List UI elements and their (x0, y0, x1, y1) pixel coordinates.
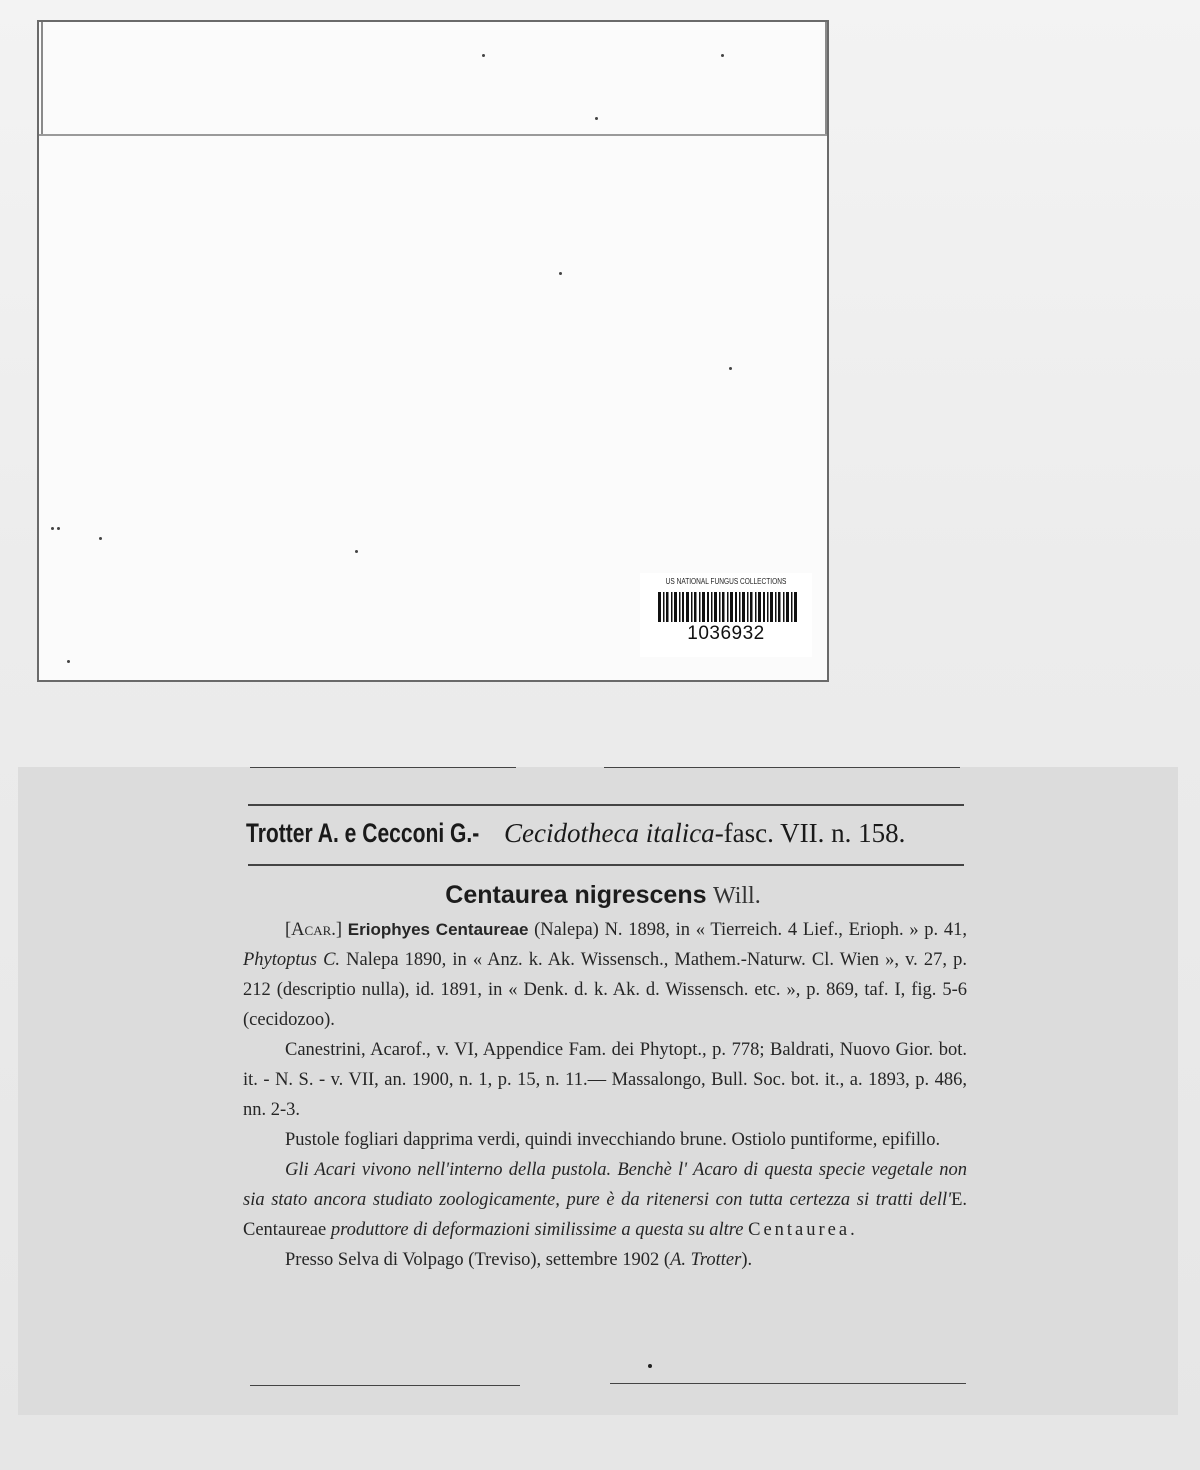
collector: A. Trotter (670, 1250, 742, 1270)
notes-text: produttore di deformazioni similissime a questa su altre (330, 1220, 744, 1240)
paragraph-reference (243, 915, 967, 1035)
speck (721, 54, 724, 57)
paragraph-notes (243, 1155, 967, 1245)
fascicle-number: -fasc. VII. n. 158. (714, 818, 906, 848)
series-title: Cecidotheca italica (504, 818, 715, 848)
paragraph-literature: Canestrini, Acarof., v. VI, Appendice Fam. dei Phytopt., p. 778; Baldrati, Nuovo Gior. bot. it. - N. S. - v. VII, an. 1900, n. 1, p. 15, n. 11.— Massalongo, Bull. Soc. bot. it., a. 1893, p. 486, nn. 2-3. (243, 1040, 967, 1120)
bottom-rule-left (250, 1385, 520, 1386)
speck (648, 1364, 652, 1368)
specimen-packet (37, 20, 829, 682)
packet-flap-edge (825, 22, 827, 134)
heading-rule-bottom (248, 864, 964, 866)
locality-close: ). (741, 1250, 753, 1270)
speck (559, 272, 562, 275)
synonym: Phytoptus C. (243, 950, 341, 970)
speck (595, 117, 598, 120)
printed-label (18, 767, 1178, 1415)
top-rule-left (250, 767, 516, 768)
host-genus: Centaurea. (748, 1220, 858, 1240)
label-body (243, 915, 967, 1275)
barcode-label (640, 573, 812, 657)
gall-organism: E. Centaureae (243, 1190, 967, 1240)
catalog-number: 1036932 (687, 623, 765, 644)
heading-rule-top (248, 804, 964, 806)
paragraph-locality (243, 1245, 967, 1275)
top-rule-right (604, 767, 960, 768)
species-author: Will. (713, 883, 761, 909)
speck (729, 367, 732, 370)
notes-text: Gli Acari vivono nell'interno della pustola. Benchè l' Acaro di questa specie vegetale non sia stato ancora studiato zoologicamente, pure è da ritenersi con tutta certezza si tratti dell' (243, 1160, 967, 1210)
paragraph-description: Pustole fogliari dapprima verdi, quindi invecchiando brune. Ostiolo puntiforme, epifillo. (285, 1130, 941, 1150)
speck (482, 54, 485, 57)
speck (51, 527, 54, 530)
series-authors: Trotter A. e Cecconi G.- (246, 818, 480, 848)
species-name: Centaurea nigrescens (445, 881, 707, 909)
series-heading (246, 818, 976, 849)
species-title (18, 880, 1178, 910)
reference-text: Nalepa 1890, in « Anz. k. Ak. Wissensch., Mathem.-Naturw. Cl. Wien », v. 27, p. 212 (descriptio nulla), id. 1891, in « Denk. d. k. Ak. d. Wissensch. etc. », p. 869, taf. I, fig. 5-6 (cecidozoo). (243, 950, 967, 1030)
bottom-rule-right (610, 1383, 966, 1384)
reference-text: (Nalepa) N. 1898, in « Tierreich. 4 Lief., Erioph. » p. 41, (534, 920, 968, 940)
speck (57, 527, 60, 530)
packet-flap-fold (39, 134, 827, 136)
speck (67, 660, 70, 663)
collection-name: US NATIONAL FUNGUS COLLECTIONS (665, 577, 787, 586)
speck (99, 537, 102, 540)
packet-flap-edge (41, 22, 43, 134)
gall-organism: Eriophyes Centaureae (347, 920, 529, 939)
group-tag: [Acar.] (285, 920, 343, 940)
barcode-icon (658, 592, 798, 622)
speck (355, 550, 358, 553)
locality-text: Presso Selva di Volpago (Treviso), settembre 1902 ( (285, 1250, 671, 1270)
